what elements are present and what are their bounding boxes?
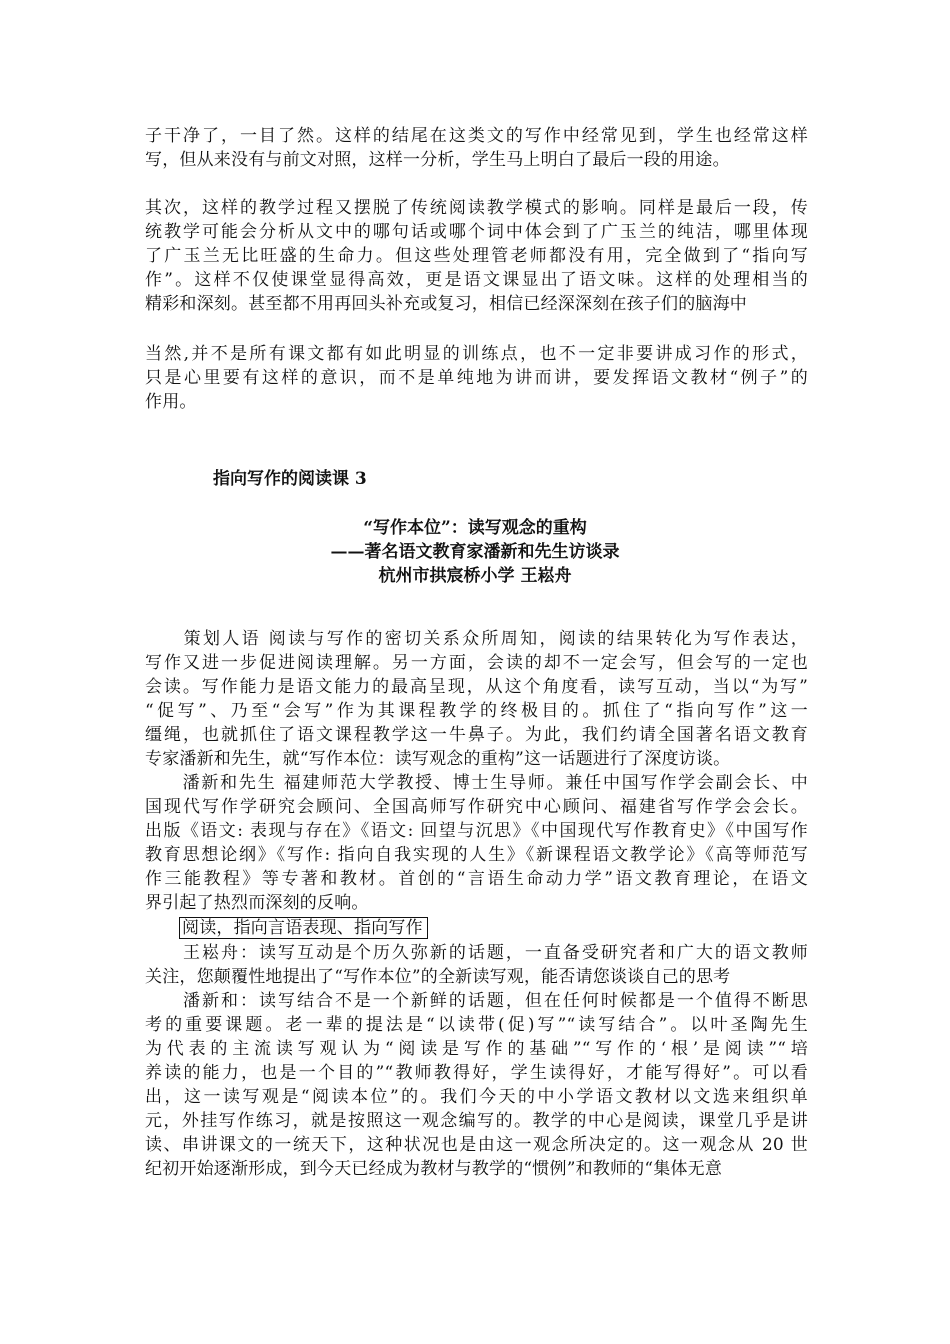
text-line: 作用。	[145, 392, 197, 412]
text-line: 缰绳，也就抓住了语文课程教学这一牛鼻子。为此，我们约请全国著名语文教育	[145, 725, 808, 745]
text-line: 只是心里要有这样的意识，而不是单纯地为讲而讲，要发挥语文教材“例子”的	[145, 368, 808, 388]
text-line: 作”。这样不仅使课堂显得高效，更是语文课显出了语文味。这样的处理相当的	[145, 270, 808, 290]
text-line: 策划人语 阅读与写作的密切关系众所周知，阅读的结果转化为写作表达，	[145, 629, 808, 649]
text-line: 专家潘新和先生，就“写作本位：读写观念的重构”这一话题进行了深度访谈。	[145, 749, 731, 769]
text-line: 纪初开始逐渐形成，到今天已经成为教材与教学的“惯例”和教师的“集体无意	[145, 1159, 723, 1179]
planner-intro	[145, 627, 808, 771]
interviewee-bio	[145, 771, 808, 915]
text-line: 读、串讲课文的一统天下，这种状况也是由这一观念所决定的。这一观念从 20 世	[145, 1135, 808, 1155]
paragraph-third	[145, 342, 808, 414]
text-line: 会读。写作能力是语文能力的最高呈现，从这个角度看，读写互动，当以“为写”	[145, 677, 808, 697]
text-line: 元，外挂写作练习，就是按照这一观念编写的。教学的中心是阅读，课堂几乎是讲	[145, 1111, 808, 1131]
article-author: 杭州市拱宸桥小学 王崧舟	[378, 566, 572, 586]
text-line: 关注，您颠覆性地提出了“写作本位”的全新读写观，能否请您谈谈自己的思考	[145, 967, 731, 987]
text-line: “促写”、乃至“会写”作为其课程教学的终极目的。抓住了“指向写作”这一	[145, 701, 808, 721]
paragraph-second	[145, 196, 808, 316]
article-title: “写作本位”：读写观念的重构	[363, 518, 587, 538]
paragraph-conclusion	[145, 124, 808, 172]
text-line: 写，但从来没有与前文对照，这样一分析，学生马上明白了最后一段的用途。	[145, 150, 730, 170]
text-line: 统教学可能会分析从文中的哪句话或哪个词中体会到了广玉兰的纯洁，哪里体现	[145, 222, 808, 242]
text-line: 界引起了热烈而深刻的反响。	[145, 893, 369, 913]
text-line: 国现代写作学研究会顾问、全国高师写作研究中心顾问、福建省写作学会会长。	[145, 797, 808, 817]
section-heading: 指向写作的阅读课 3	[213, 469, 367, 489]
text-line: 了广玉兰无比旺盛的生命力。但这些处理管老师都没有用，完全做到了“指向写	[145, 246, 808, 266]
text-line: 养读的能力，也是一个目的”“教师教得好，学生读得好，才能写得好”。可以看	[145, 1063, 808, 1083]
article-subtitle: ——著名语文教育家潘新和先生访谈录	[330, 542, 620, 562]
text-line: 写作又进一步促进阅读理解。另一方面，会读的却不一定会写，但会写的一定也	[145, 653, 808, 673]
text-line: 作三能教程》等专著和教材。首创的“言语生命动力学”语文教育理论，在语文	[145, 869, 808, 889]
text-line: 潘新和先生 福建师范大学教授、博士生导师。兼任中国写作学会副会长、中	[145, 773, 808, 793]
boxed-heading-row	[145, 916, 808, 940]
text-line: 为代表的主流读写观认为“阅读是写作的基础”“写作的‘根’是阅读”“培	[145, 1039, 808, 1059]
interview-answer	[145, 989, 808, 1181]
text-line: 当然,并不是所有课文都有如此明显的训练点，也不一定非要讲成习作的形式，	[145, 344, 808, 364]
text-line: 考的重要课题。老一辈的提法是“以读带(促)写”“读写结合”。以叶圣陶先生	[145, 1015, 808, 1035]
text-line: 王崧舟：读写互动是个历久弥新的话题，一直备受研究者和广大的语文教师	[145, 943, 808, 963]
text-line: 子干净了，一目了然。这样的结尾在这类文的写作中经常见到，学生也经常这样	[145, 126, 808, 146]
text-line: 潘新和：读写结合不是一个新鲜的话题，但在任何时候都是一个值得不断思	[145, 991, 808, 1011]
interview-question	[145, 941, 808, 989]
text-line: 出，这一读写观是“阅读本位”的。我们今天的中小学语文教材以文选来组织单	[145, 1087, 808, 1107]
boxed-section-heading: 阅读，指向言语表现、指向写作	[179, 917, 428, 939]
text-line: 出版《语文: 表现与存在》《语文: 回望与沉思》《中国现代写作教育史》《中国写作	[145, 821, 808, 841]
text-line: 其次，这样的教学过程又摆脱了传统阅读教学模式的影响。同样是最后一段，传	[145, 198, 808, 218]
text-line: 教育思想论纲》《写作: 指向自我实现的人生》《新课程语文教学论》《高等师范写	[145, 845, 808, 865]
text-line: 精彩和深刻。甚至都不用再回头补充或复习，相信已经深深刻在孩子们的脑海中	[145, 294, 747, 314]
